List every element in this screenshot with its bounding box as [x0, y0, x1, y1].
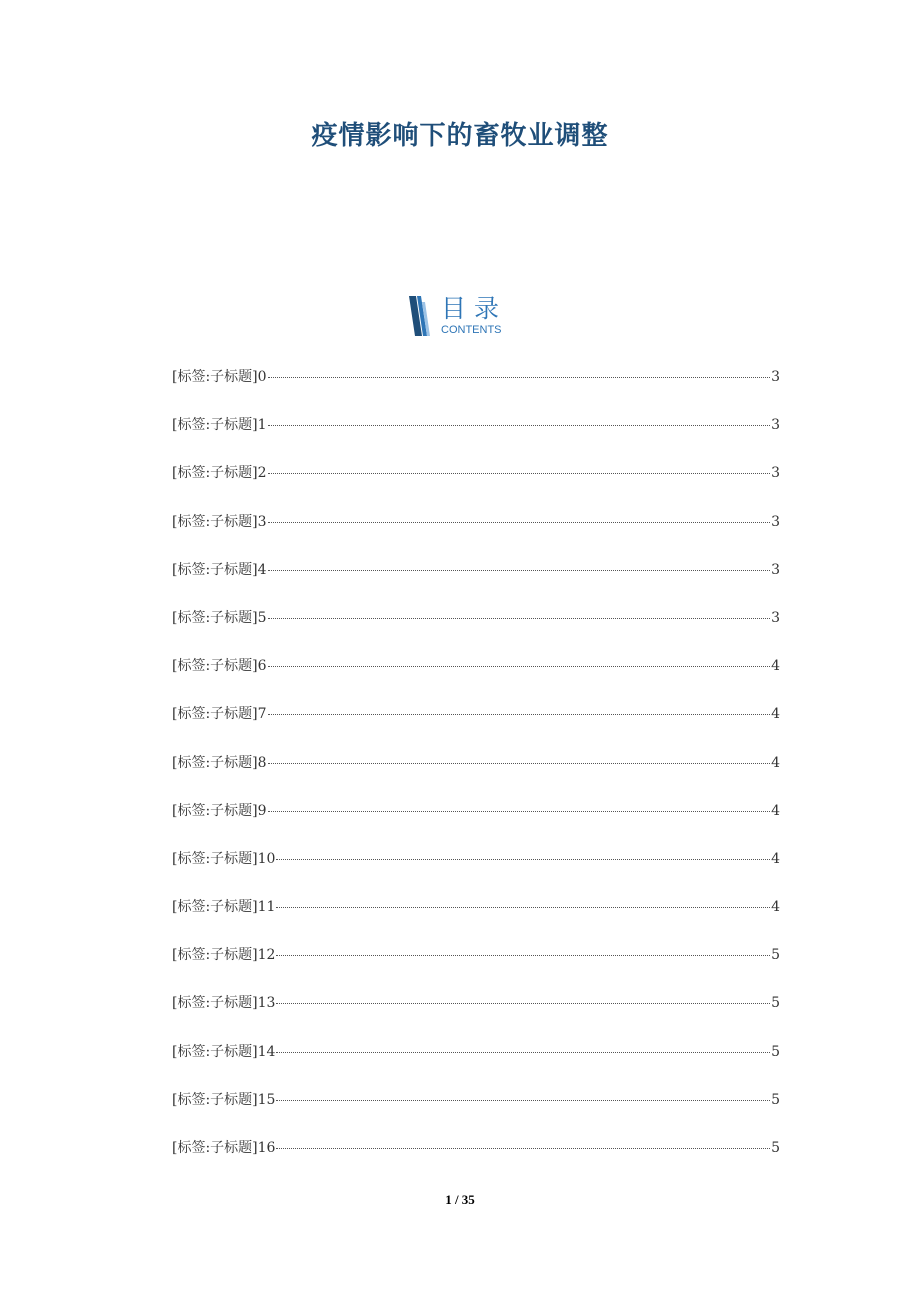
toc-dot-leader	[276, 1052, 770, 1053]
toc-entry-page: 3	[771, 465, 780, 482]
toc-entry-label: [标签:子标题]11	[172, 899, 276, 916]
toc-dot-leader	[268, 425, 771, 426]
toc-dot-leader	[276, 1003, 770, 1004]
toc-entry-label: [标签:子标题]8	[172, 754, 267, 771]
toc-entry-label: [标签:子标题]3	[172, 513, 267, 530]
toc-entry-page: 4	[771, 658, 780, 675]
toc-entry[interactable]	[172, 752, 780, 800]
toc-entry[interactable]	[172, 800, 780, 848]
toc-entry-page: 4	[771, 802, 780, 819]
toc-entry-label: [标签:子标题]0	[172, 369, 267, 385]
toc-dot-leader	[268, 570, 771, 571]
toc-entry-label: [标签:子标题]13	[172, 995, 276, 1012]
toc-dot-leader	[268, 522, 771, 523]
toc-entry[interactable]	[172, 607, 780, 655]
toc-heading: 目录	[441, 294, 508, 323]
toc-entry-page: 3	[771, 513, 780, 530]
toc-dot-leader	[276, 955, 770, 956]
toc-entry-page: 5	[771, 1091, 780, 1108]
toc-entry[interactable]	[172, 1137, 780, 1185]
toc-entry-page: 5	[771, 1043, 780, 1060]
toc-entry-page: 3	[771, 561, 780, 578]
toc-entry[interactable]	[172, 703, 780, 751]
toc-entry[interactable]	[172, 655, 780, 703]
toc-entry[interactable]	[172, 366, 780, 414]
toc-entry-page: 3	[771, 369, 780, 385]
toc-dot-leader	[268, 666, 771, 667]
toc-entry-label: [标签:子标题]14	[172, 1043, 276, 1060]
toc-entry[interactable]	[172, 896, 780, 944]
toc-entry-page: 5	[771, 1140, 780, 1156]
toc-entry-label: [标签:子标题]5	[172, 609, 267, 626]
toc-entry-page: 4	[771, 754, 780, 771]
toc-entry-page: 5	[771, 947, 780, 964]
toc-entry[interactable]	[172, 944, 780, 992]
document-title: 疫情影响下的畜牧业调整	[311, 121, 609, 151]
toc-entry[interactable]	[172, 848, 780, 896]
toc-dot-leader	[276, 859, 770, 860]
toc-entry-label: [标签:子标题]1	[172, 417, 267, 434]
toc-entry-label: [标签:子标题]16	[172, 1140, 276, 1156]
toc-dot-leader	[276, 1100, 770, 1101]
toc-dot-leader	[268, 811, 771, 812]
toc-entry-label: [标签:子标题]15	[172, 1091, 276, 1108]
toc-dot-leader	[276, 907, 770, 908]
toc-entry-page: 3	[771, 417, 780, 434]
page-indicator: 1 / 35	[445, 1192, 475, 1207]
toc-entry[interactable]	[172, 462, 780, 510]
book-stripe-icon	[408, 294, 432, 338]
toc-entry-label: [标签:子标题]4	[172, 561, 267, 578]
toc-entry-label: [标签:子标题]12	[172, 947, 276, 964]
toc-entry[interactable]	[172, 992, 780, 1040]
toc-entry-label: [标签:子标题]10	[172, 850, 276, 867]
toc-entry-page: 5	[771, 995, 780, 1012]
toc-entry-page: 4	[771, 706, 780, 723]
toc-dot-leader	[268, 714, 771, 715]
toc-entry-label: [标签:子标题]7	[172, 706, 267, 723]
toc-dot-leader	[268, 377, 771, 378]
toc-dot-leader	[268, 618, 771, 619]
toc-entry-label: [标签:子标题]9	[172, 802, 267, 819]
toc-subheading: CONTENTS	[441, 324, 502, 336]
toc-entry[interactable]	[172, 1041, 780, 1089]
toc-entry[interactable]	[172, 1089, 780, 1137]
toc-entry-label: [标签:子标题]2	[172, 465, 267, 482]
toc-entry-page: 4	[771, 850, 780, 867]
toc-entry[interactable]	[172, 511, 780, 559]
toc-entry-page: 4	[771, 899, 780, 916]
toc-dot-leader	[276, 1148, 770, 1149]
toc-entry-label: [标签:子标题]6	[172, 658, 267, 675]
toc-entry[interactable]	[172, 414, 780, 462]
toc-entry[interactable]	[172, 559, 780, 607]
toc-dot-leader	[268, 473, 771, 474]
toc-entry-page: 3	[771, 609, 780, 626]
toc-header	[408, 294, 528, 340]
table-of-contents	[172, 366, 780, 1185]
toc-dot-leader	[268, 763, 771, 764]
